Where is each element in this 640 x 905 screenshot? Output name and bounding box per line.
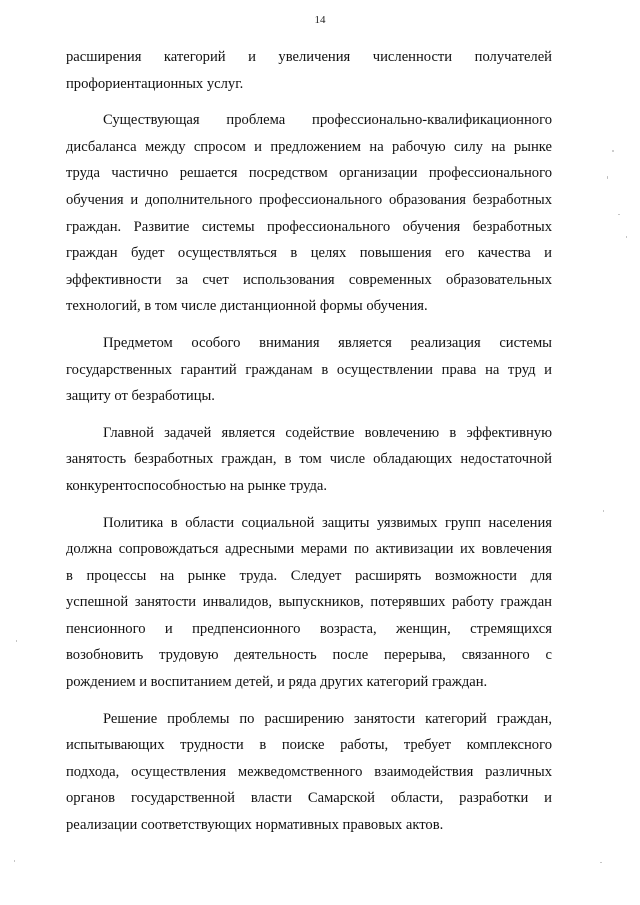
text-line: Политика в области социальной защиты уязвимых групп населения [103,514,552,531]
text-line: подхода, осуществления межведомственного взаимодействия различных [66,763,552,780]
text-line: профориентационных услуг. [66,75,244,92]
scan-speck [14,860,15,862]
text-line: Решение проблемы по расширению занятости категорий граждан, [103,710,552,727]
text-line: должна сопровождаться адресными мерами по активизации их вовлечения [66,541,552,558]
scan-speck [618,214,620,215]
scan-speck [603,510,604,512]
text-line: занятость безработных граждан, в том числе обладающих недостаточной [66,451,552,468]
text-line: защиту от безработицы. [66,388,215,405]
text-line: государственных гарантий гражданам в осуществлении права на труд и [66,361,552,378]
scan-speck [600,862,602,863]
text-line: Предметом особого внимания является реализация системы [103,334,552,351]
text-line: Существующая проблема профессионально-квалификационного [103,112,552,129]
paragraph-2 [66,107,552,320]
text-line: труда частично решается посредством организации профессионального [66,165,552,182]
scan-speck [612,150,614,152]
paragraph-1 [66,44,552,97]
text-line: успешной занятости инвалидов, выпускников, потерявших работу граждан [66,594,552,611]
paragraph-6 [66,706,552,839]
scan-speck [626,236,627,238]
paragraph-4 [66,420,552,500]
text-line: конкурентоспособностью на рынке труда. [66,477,328,494]
text-line: расширения категорий и увеличения численности получателей [66,49,552,65]
paragraph-3 [66,330,552,410]
text-line: реализации соответствующих нормативных правовых актов. [66,817,444,834]
text-line: граждан будет осуществляться в целях повышения его качества и [66,245,552,262]
body-text [66,44,552,849]
text-line: испытывающих трудности в поиске работы, требует комплексного [66,737,552,754]
text-line: обучения и дополнительного профессионального образования безработных [66,191,552,208]
text-line: Главной задачей является содействие вовлечению в эффективную [103,424,552,441]
text-line: рождением и воспитанием детей, и ряда других категорий граждан. [66,674,488,691]
text-line: органов государственной власти Самарской области, разработки и [66,790,552,807]
text-line: возобновить трудовую деятельность после перерыва, связанного с [66,647,552,664]
text-line: эффективности за счет использования современных образовательных [66,271,552,288]
text-line: дисбаланса между спросом и предложением на рабочую силу на рынке [66,138,552,155]
text-line: технологий, в том числе дистанционной формы обучения. [66,298,428,315]
text-line: пенсионного и предпенсионного возраста, женщин, стремящихся [66,620,552,637]
paragraph-5 [66,510,552,696]
text-line: в процессы на рынке труда. Следует расширять возможности для [66,567,552,584]
page-number: 14 [314,14,326,26]
scan-speck [16,640,17,642]
scan-speck [607,176,608,179]
text-line: граждан. Развитие системы профессионального обучения безработных [66,218,552,235]
